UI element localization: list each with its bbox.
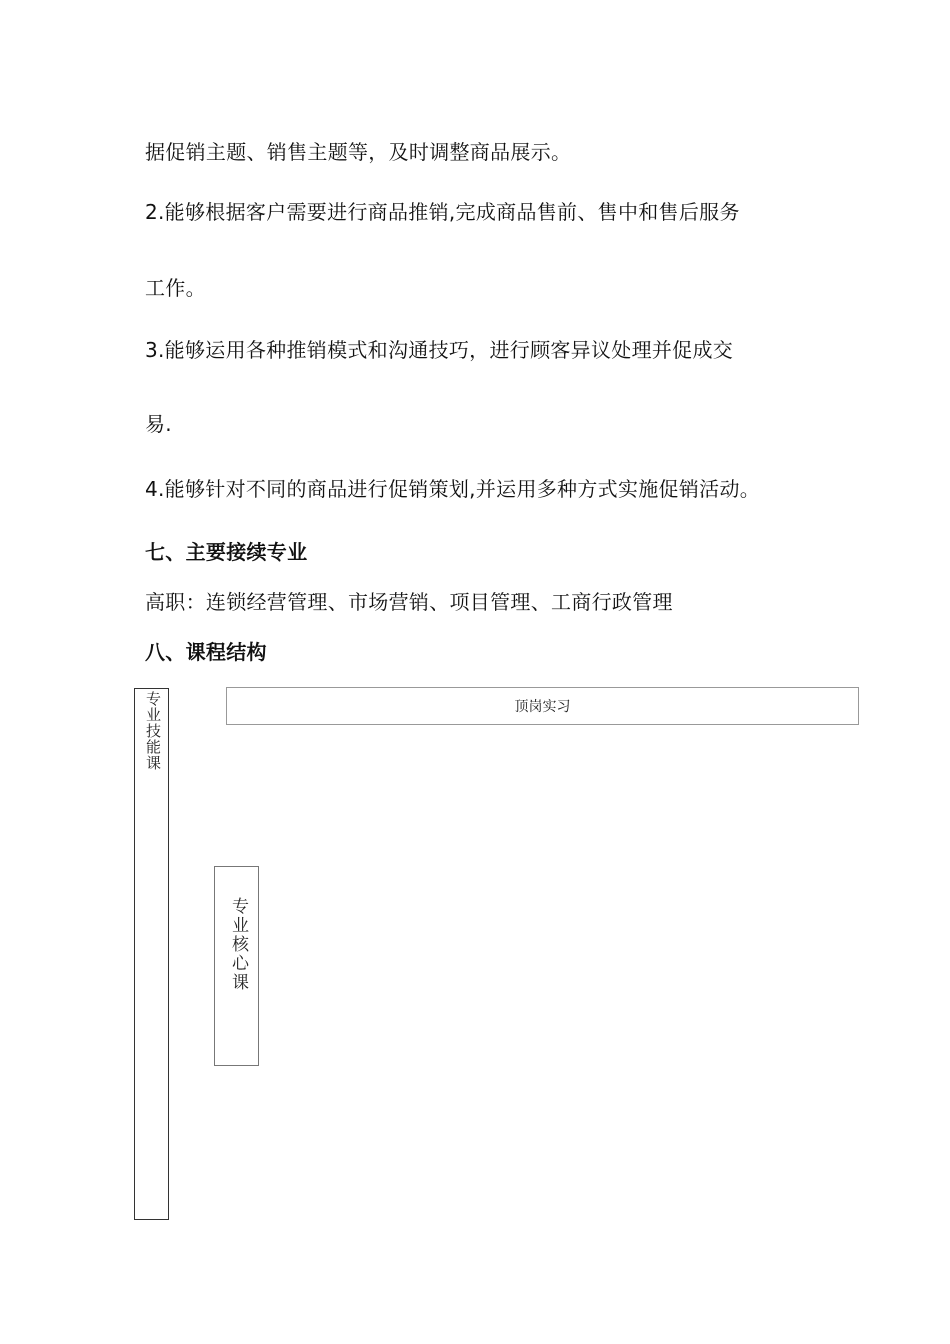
list-item-2-line-2: 工作。 — [145, 276, 206, 300]
professional-skills-course-box — [134, 688, 169, 1220]
list-item-2-line-1: 2.能够根据客户需要进行商品推销,完成商品售前、售中和售后服务 — [145, 200, 740, 224]
list-item-4: 4.能够针对不同的商品进行促销策划,并运用多种方式实施促销活动。 — [145, 477, 761, 501]
paragraph-continuation: 据促销主题、销售主题等，及时调整商品展示。 — [145, 140, 572, 164]
section-7-text: 高职：连锁经营管理、市场营销、项目管理、工商行政管理 — [145, 590, 673, 614]
section-7-heading: 七、主要接续专业 — [145, 540, 308, 564]
list-item-3-line-1: 3.能够运用各种推销模式和沟通技巧，进行顾客异议处理并促成交 — [145, 338, 734, 362]
internship-label: 顶岗实习 — [514, 699, 571, 715]
professional-skills-course-label: 专业技能课 — [144, 691, 162, 771]
section-8-heading: 八、课程结构 — [145, 640, 267, 664]
list-item-3-line-2: 易. — [145, 412, 172, 436]
professional-core-course-label: 专业核心课 — [228, 897, 248, 992]
internship-box — [226, 687, 859, 725]
professional-core-course-box — [214, 866, 259, 1066]
